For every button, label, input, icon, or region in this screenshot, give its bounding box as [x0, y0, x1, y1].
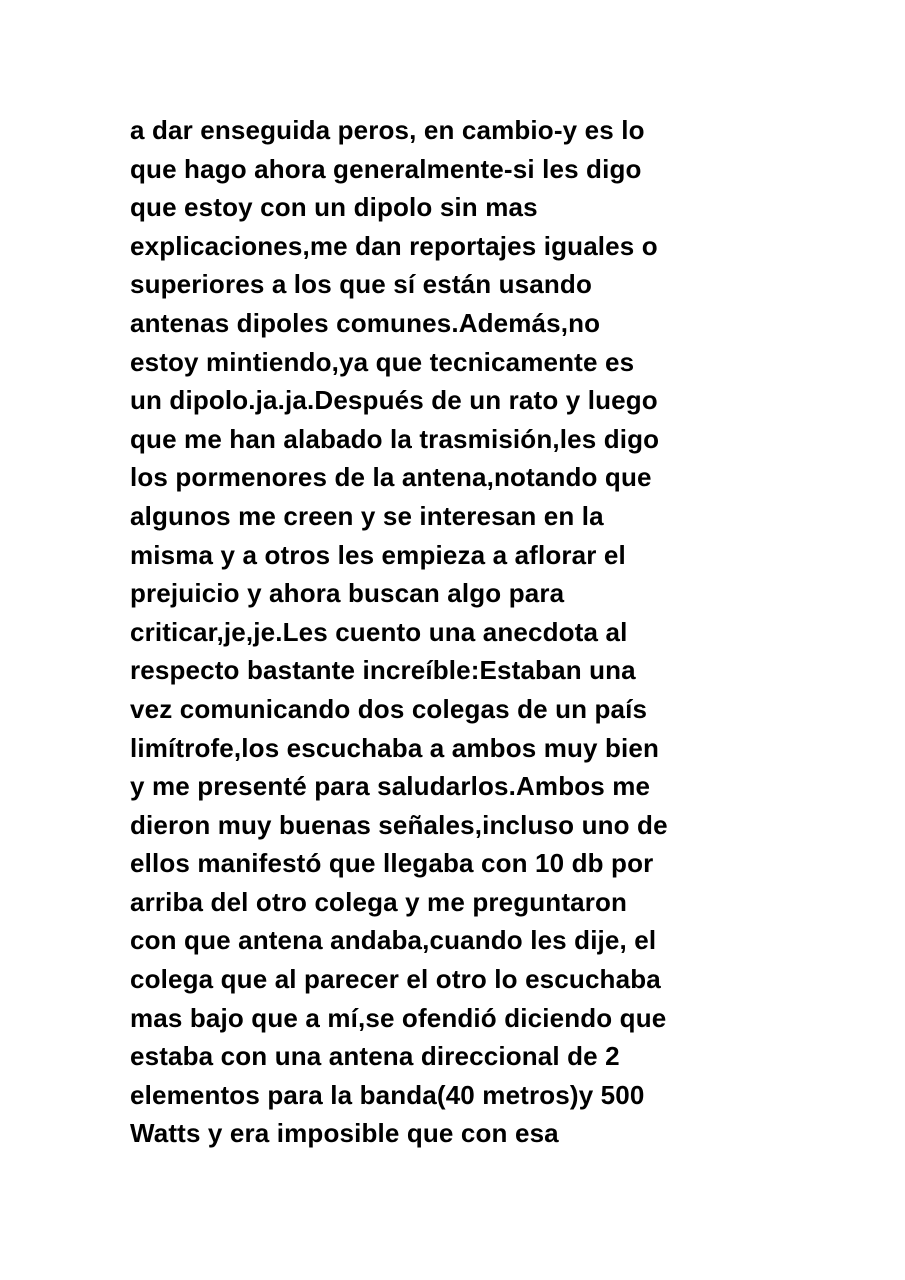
text-line: y me presenté para saludarlos.Ambos me: [130, 771, 651, 802]
text-line: los pormenores de la antena,notando que: [130, 462, 652, 493]
text-line: colega que al parecer el otro lo escuchaba: [130, 964, 661, 995]
text-line: un dipolo.ja.ja.Después de un rato y luego: [130, 385, 658, 416]
text-line: que me han alabado la trasmisión,les digo: [130, 423, 660, 454]
text-line: estoy mintiendo,ya que tecnicamente es: [130, 346, 635, 377]
body-paragraph: [130, 111, 830, 1153]
text-line: con que antena andaba,cuando les dije, el: [130, 925, 657, 956]
text-line: vez comunicando dos colegas de un país: [130, 693, 648, 724]
text-line: arriba del otro colega y me preguntaron: [130, 886, 628, 917]
text-line: que estoy con un dipolo sin mas: [130, 192, 538, 223]
text-line: que hago ahora generalmente-si les digo: [130, 153, 642, 184]
text-line: prejuicio y ahora buscan algo para: [130, 578, 565, 609]
text-line: criticar,je,je.Les cuento una anecdota al: [130, 616, 628, 647]
text-line: Watts y era imposible que con esa: [130, 1118, 559, 1149]
text-line: a dar enseguida peros, en cambio-y es lo: [130, 115, 645, 145]
text-line: elementos para la banda(40 metros)y 500: [130, 1079, 645, 1110]
text-line: explicaciones,me dan reportajes iguales o: [130, 230, 658, 261]
text-line: superiores a los que sí están usando: [130, 269, 592, 300]
text-line: dieron muy buenas señales,incluso uno de: [130, 809, 668, 840]
text-line: antenas dipoles comunes.Además,no: [130, 307, 601, 338]
text-line: algunos me creen y se interesan en la: [130, 500, 604, 531]
text-line: estaba con una antena direccional de 2: [130, 1041, 620, 1072]
text-line: limítrofe,los escuchaba a ambos muy bien: [130, 732, 660, 763]
text-line: mas bajo que a mí,se ofendió diciendo que: [130, 1002, 667, 1033]
text-line: ellos manifestó que llegaba con 10 db por: [130, 848, 654, 879]
text-line: misma y a otros les empieza a aflorar el: [130, 539, 626, 570]
text-line: respecto bastante increíble:Estaban una: [130, 655, 636, 686]
